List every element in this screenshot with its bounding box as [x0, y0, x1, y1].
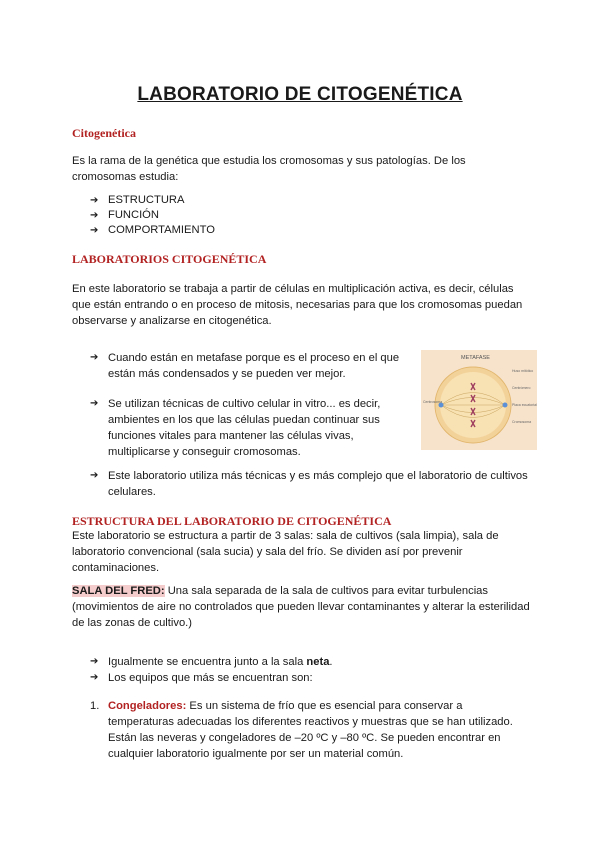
arrow-icon: ➔	[90, 398, 99, 409]
arrow-icon: ➔	[90, 210, 99, 221]
list-item: ➔ FUNCIÓN	[90, 209, 159, 221]
list-item: ➔ ESTRUCTURA	[90, 194, 185, 206]
arrow-icon: ➔	[90, 225, 99, 236]
list-item: ➔ Este laboratorio utiliza más técnicas y es más complejo que el laboratorio de cultivos celulares.	[90, 470, 528, 498]
page-title: LABORATORIO DE CITOGENÉTICA	[137, 84, 463, 105]
numbered-item-1: 1. Congeladores: Es un sistema de frío que es esencial para conservar a temperaturas adecuadas los diferentes reactivos y muestras que se han utilizado. Están las neveras y congeladores de –20 ºC y –80 ºC. Se pueden encontrar en cualquier laboratorio igualmente por ser un material común.	[90, 700, 513, 760]
item-number: 1.	[90, 700, 100, 712]
arrow-icon: ➔	[90, 352, 99, 363]
svg-text:Placa ecuatorial: Placa ecuatorial	[512, 403, 537, 407]
sala-paragraph: SALA DEL FRED: Una sala separada de la sala de cultivos para evitar turbulencias (movimientos de aire no controlados que pueden llevar contaminantes y alterar la esterilidad de las zonas de cultivo.)	[72, 585, 530, 629]
study-list	[90, 193, 390, 238]
congeladores-label: Congeladores:	[108, 700, 187, 712]
lab-bullets-a	[90, 350, 410, 382]
heading-laboratorios: LABORATORIOS CITOGENÉTICA	[72, 252, 267, 266]
list-item: ➔ Los equipos que más se encuentran son:	[90, 672, 313, 684]
lab-bullets-b	[90, 396, 410, 460]
list-item: ➔ Se utilizan técnicas de cultivo celular in vitro... es decir, ambientes en los que las células puedan continuar sus funciones vitales para mantener las células vivas, multiplicarse y conseguir cromosomas.	[90, 398, 381, 458]
list-item: ➔ Igualmente se encuentra junto a la sala neta.	[90, 656, 333, 668]
svg-text:Cromosoma: Cromosoma	[512, 420, 532, 424]
list-item: ➔ COMPORTAMIENTO	[90, 224, 215, 236]
arrow-icon: ➔	[90, 195, 99, 206]
metaphase-figure	[421, 350, 537, 450]
svg-text:Centrosoma: Centrosoma	[423, 400, 443, 404]
arrow-icon: ➔	[90, 656, 99, 667]
arrow-icon: ➔	[90, 672, 99, 683]
heading-estructura: ESTRUCTURA DEL LABORATORIO DE CITOGENÉTICA	[72, 514, 392, 528]
sala-label: SALA DEL FRED:	[72, 585, 165, 597]
figure-title: METAFASE	[461, 355, 490, 361]
list-item: ➔ Cuando están en metafase porque es el proceso en el que están más condensados y se pueden ver mejor.	[90, 352, 400, 380]
svg-text:Huso mitótico: Huso mitótico	[512, 369, 534, 373]
lab-bullets-c	[90, 468, 550, 500]
intro-paragraph	[72, 153, 532, 185]
lab-paragraph: En este laboratorio se trabaja a partir de células en multiplicación activa, es decir, células que están entrando o en proceso de mitosis, necesarias para que los cromosomas puedan observarse y analizarse en citogenética.	[72, 283, 523, 327]
heading-citogenetica: Citogenética	[72, 126, 136, 140]
svg-text:Centrómero: Centrómero	[512, 386, 531, 390]
intro-line: Es la rama de la genética que estudia los cromosomas y sus patologías. De los	[72, 155, 466, 167]
equipment-bullets	[90, 654, 510, 686]
estructura-paragraph: Este laboratorio se estructura a partir de 3 salas: sala de cultivos (sala limpia), sala de laboratorio convencional (sala sucia) y sala del frío. Se dividen así por prevenir contaminaciones.	[72, 530, 499, 574]
intro-line: cromosomas estudia:	[72, 171, 179, 183]
centrosome-right	[503, 403, 508, 408]
arrow-icon: ➔	[90, 470, 99, 481]
